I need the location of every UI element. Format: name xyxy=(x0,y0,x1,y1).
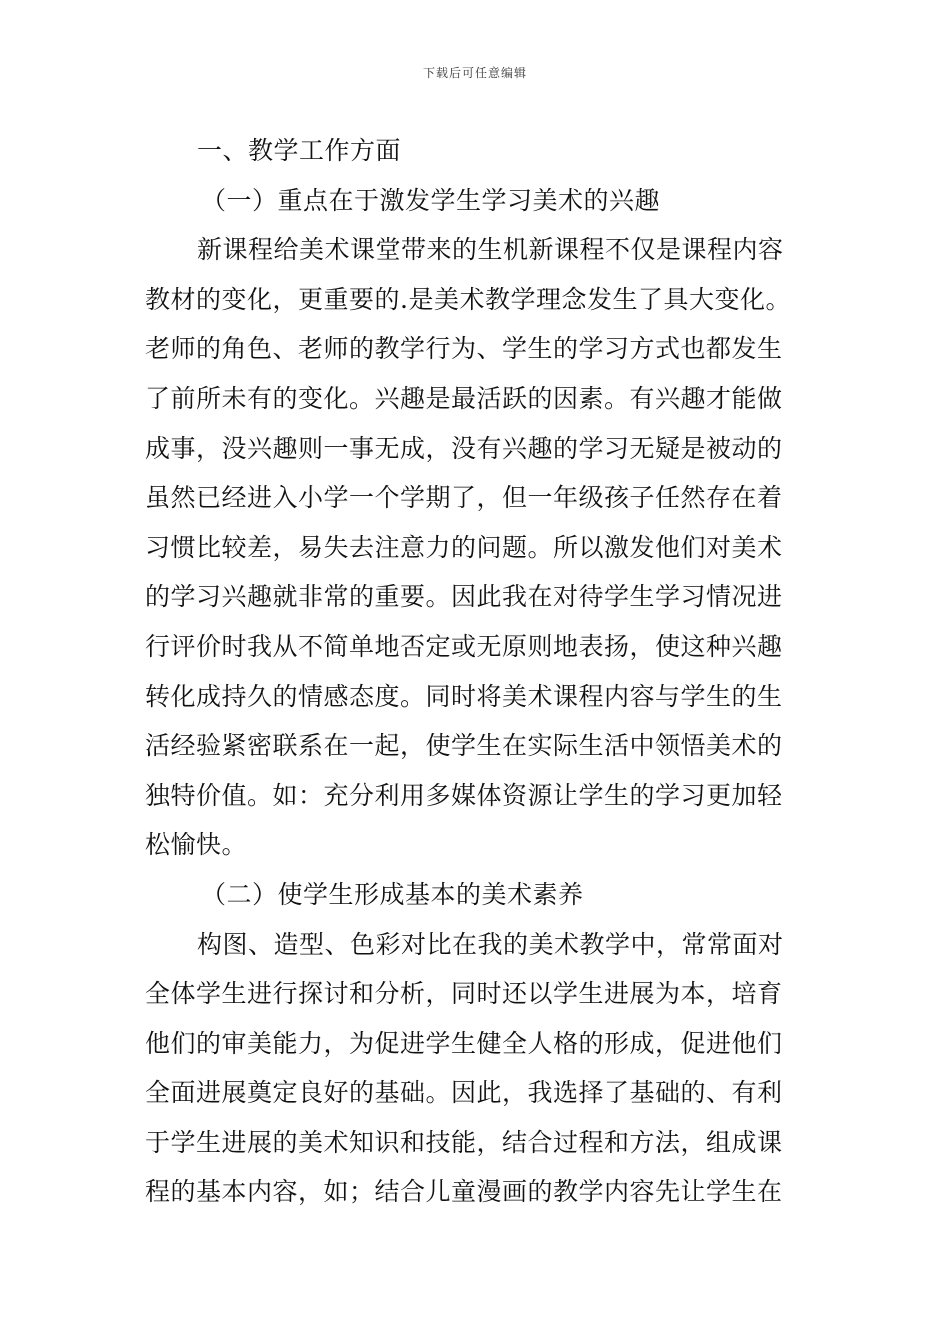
text-line: 独特价值。如：充分利用多媒体资源让学生的学习更加轻 xyxy=(145,780,783,810)
text-line: 全体学生进行探讨和分析，同时还以学生进展为本，培育 xyxy=(145,979,783,1009)
text-line: （二）使学生形成基本的美术素养 xyxy=(201,879,584,909)
text-line: 松愉快。 xyxy=(145,830,248,860)
text-line: 构图、造型、色彩对比在我的美术教学中，常常面对 xyxy=(197,929,784,959)
text-line: （一）重点在于激发学生学习美术的兴趣 xyxy=(201,185,661,215)
text-line: 活经验紧密联系在一起，使学生在实际生活中领悟美术的 xyxy=(145,731,783,761)
text-line: 于学生进展的美术知识和技能，结合过程和方法，组成课 xyxy=(145,1127,783,1157)
text-line: 一、教学工作方面 xyxy=(197,136,402,165)
text-line: 程的基本内容，如；结合儿童漫画的教学内容先让学生在 xyxy=(145,1177,783,1207)
text-line: 转化成持久的情感态度。同时将美术课程内容与学生的生 xyxy=(145,681,783,711)
text-line: 虽然已经进入小学一个学期了，但一年级孩子任然存在着 xyxy=(145,483,783,513)
text-line: 成事，没兴趣则一事无成，没有兴趣的学习无疑是被动的 xyxy=(145,433,783,463)
document-body xyxy=(145,126,810,1217)
text-line: 教材的变化，更重要的.是美术教学理念发生了具大变化。 xyxy=(145,284,791,314)
text-line: 的学习兴趣就非常的重要。因此我在对待学生学习情况进 xyxy=(145,582,783,612)
text-line: 他们的审美能力，为促进学生健全人格的形成，促进他们 xyxy=(145,1028,783,1058)
text-line: 行评价时我从不简单地否定或无原则地表扬，使这种兴趣 xyxy=(145,631,783,661)
text-line: 新课程给美术课堂带来的生机新课程不仅是课程内容 xyxy=(197,235,784,265)
text-line: 全面进展奠定良好的基础。因此，我选择了基础的、有利 xyxy=(145,1078,783,1108)
text-line: 老师的角色、老师的教学行为、学生的学习方式也都发生 xyxy=(145,334,783,364)
text-line: 习惯比较差，易失去注意力的问题。所以激发他们对美术 xyxy=(145,532,783,562)
header-note: 下载后可任意编辑 xyxy=(422,66,527,80)
text-line: 了前所未有的变化。兴趣是最活跃的因素。有兴趣才能做 xyxy=(145,383,783,413)
